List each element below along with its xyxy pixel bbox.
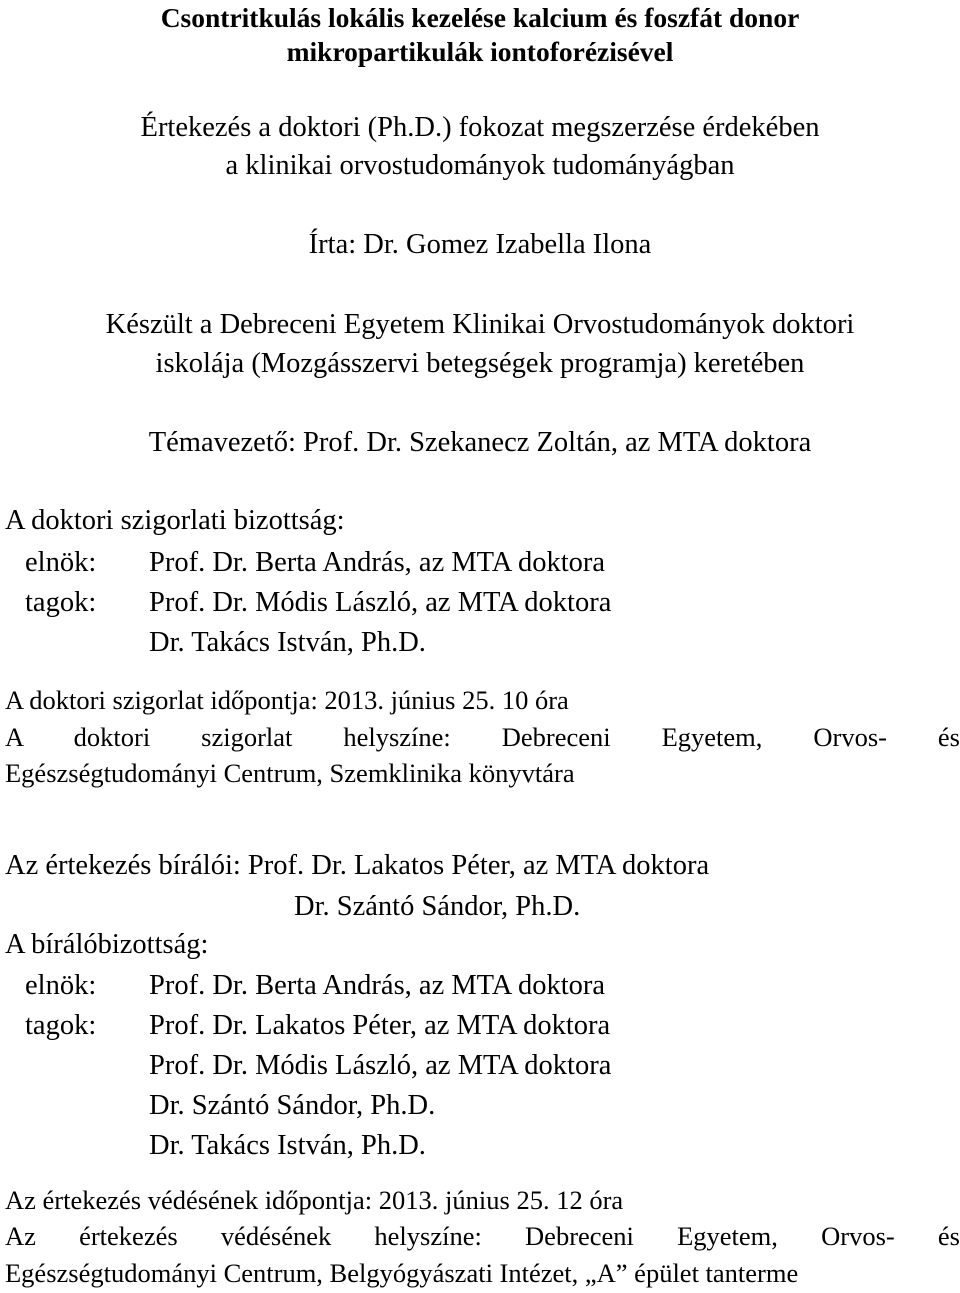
defense-venue-line-2: Egészségtudományi Centrum, Belgyógyászati Intézet, „A” épület tanterme [5, 1258, 799, 1288]
exam-venue-line-1: A doktori szigorlat helyszíne: Debreceni Egyetem, Orvos- és [5, 722, 960, 752]
degree-statement-line-1: Értekezés a doktori (Ph.D.) fokozat megszerzése érdekében [140, 112, 820, 143]
exam-committee-heading: A doktori szigorlati bizottság: [5, 505, 345, 536]
review-committee-heading: A bírálóbizottság: [5, 929, 209, 960]
review-committee-chair-row [5, 966, 605, 1006]
exam-committee-member: Prof. Dr. Módis László, az MTA doktora [149, 587, 612, 618]
review-committee-member: Dr. Takács István, Ph.D. [149, 1130, 426, 1161]
degree-statement-line-2: a klinikai orvostudományok tudományágban [225, 150, 735, 181]
review-committee-member: Dr. Szántó Sándor, Ph.D. [149, 1090, 436, 1121]
thesis-title-line-2: mikropartikulák iontoforézisével [286, 36, 674, 67]
thesis-title-line-1: Csontritkulás lokális kezelése kalcium és foszfát donor [160, 2, 800, 33]
exam-committee-members-label: tagok: [25, 587, 97, 618]
exam-committee-chair: Prof. Dr. Berta András, az MTA doktora [149, 547, 605, 578]
reviewers-line: Az értekezés bírálói: Prof. Dr. Lakatos Péter, az MTA doktora [5, 850, 710, 881]
exam-committee-chair-row [5, 543, 605, 583]
exam-committee-member: Dr. Takács István, Ph.D. [149, 627, 426, 658]
defense-venue-line-1: Az értekezés védésének helyszíne: Debreceni Egyetem, Orvos- és [5, 1221, 960, 1251]
exam-committee-chair-label: elnök: [25, 547, 97, 578]
doctoral-school-line-2: iskolája (Mozgásszervi betegségek programja) keretében [155, 348, 805, 379]
review-committee-chair-label: elnök: [25, 970, 97, 1001]
defense-date-line: Az értekezés védésének időpontja: 2013. június 25. 12 óra [5, 1185, 624, 1215]
doctoral-school-line-1: Készült a Debreceni Egyetem Klinikai Orvostudományok doktori [105, 309, 855, 340]
exam-date-line: A doktori szigorlat időpontja: 2013. június 25. 10 óra [5, 685, 569, 715]
reviewer-second: Dr. Szántó Sándor, Ph.D. [294, 891, 581, 922]
exam-venue-line-2: Egészségtudományi Centrum, Szemklinika könyvtára [5, 758, 575, 788]
exam-committee-member-row [5, 583, 611, 623]
review-committee-member: Prof. Dr. Módis László, az MTA doktora [149, 1050, 612, 1081]
review-committee-members-label: tagok: [25, 1010, 97, 1041]
supervisor-line: Témavezető: Prof. Dr. Szekanecz Zoltán, az MTA doktora [148, 427, 812, 458]
review-committee-chair: Prof. Dr. Berta András, az MTA doktora [149, 970, 605, 1001]
author-line: Írta: Dr. Gomez Izabella Ilona [308, 229, 652, 260]
review-committee-member-row [5, 1006, 610, 1046]
review-committee-member: Prof. Dr. Lakatos Péter, az MTA doktora [149, 1010, 611, 1041]
